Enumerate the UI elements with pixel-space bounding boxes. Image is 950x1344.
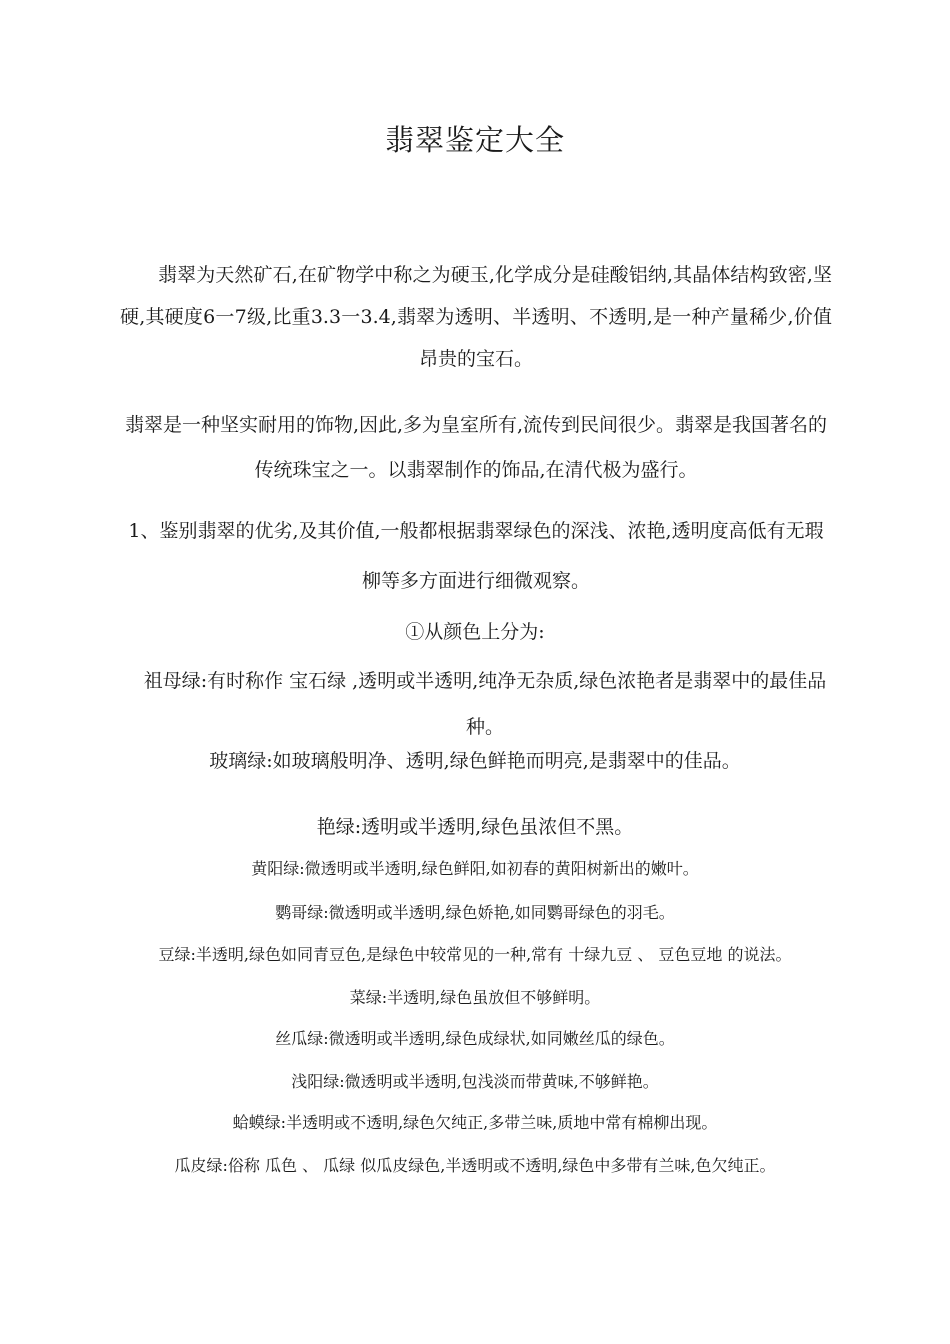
color-type-vegetable-green: 菜绿:半透明,绿色虽放但不够鲜明。	[349, 988, 601, 1007]
color-type-glass-green: 玻璃绿:如玻璃般明净、透明,绿色鲜艳而明亮,是翡翠中的佳品。	[209, 750, 741, 772]
color-type-toad-green: 蛤蟆绿:半透明或不透明,绿色欠纯正,多带兰味,质地中常有棉柳出现。	[232, 1113, 718, 1132]
color-type-emerald: 祖母绿:有时称作 宝石绿 ,透明或半透明,纯净无杂质,绿色浓艳者是翡翠中的最佳品种。	[143, 670, 827, 738]
document-title: 翡翠鉴定大全	[384, 123, 565, 157]
appraisal-paragraph: 1、鉴别翡翠的优劣,及其价值,一般都根据翡翠绿色的深浅、浓艳,透明度高低有无瑕柳等多方面进行细微观察。	[128, 520, 824, 592]
color-type-yellow-sun-green: 黄阳绿:微透明或半透明,绿色鲜阳,如初春的黄阳树新出的嫩叶。	[251, 859, 699, 878]
color-type-light-sun-green: 浅阳绿:微透明或半透明,包浅淡而带黄味,不够鲜艳。	[291, 1072, 659, 1091]
color-type-melon-skin-green: 瓜皮绿:俗称 瓜色 、 瓜绿 似瓜皮绿色,半透明或不透明,绿色中多带有兰味,色欠纯正。	[174, 1156, 776, 1175]
color-type-parrot-green: 鹦哥绿:微透明或半透明,绿色娇艳,如同鹦哥绿色的羽毛。	[275, 903, 675, 922]
intro-paragraph-text: 翡翠为天然矿石,在矿物学中称之为硬玉,化学成分是硅酸铝纳,其晶体结构致密,坚硬,其硬度6一7级,比重3.3一3.4,翡翠为透明、半透明、不透明,是一种产量稀少,价值昂贵的宝石。	[120, 264, 832, 370]
intro-paragraph	[120, 254, 832, 380]
color-heading: ①从颜色上分为:	[405, 621, 545, 643]
color-type-loofah-green: 丝瓜绿:微透明或半透明,绿色成绿状,如同嫩丝瓜的绿色。	[275, 1029, 675, 1048]
history-paragraph: 翡翠是一种坚实耐用的饰物,因此,多为皇室所有,流传到民间很少。翡翠是我国著名的传统珠宝之一。以翡翠制作的饰品,在清代极为盛行。	[124, 414, 828, 481]
color-type-bean-green: 豆绿:半透明,绿色如同青豆色,是绿色中较常见的一种,常有 十绿九豆 、 豆色豆地 的说法。	[158, 945, 792, 964]
color-type-vivid-green: 艳绿:透明或半透明,绿色虽浓但不黑。	[316, 816, 634, 838]
